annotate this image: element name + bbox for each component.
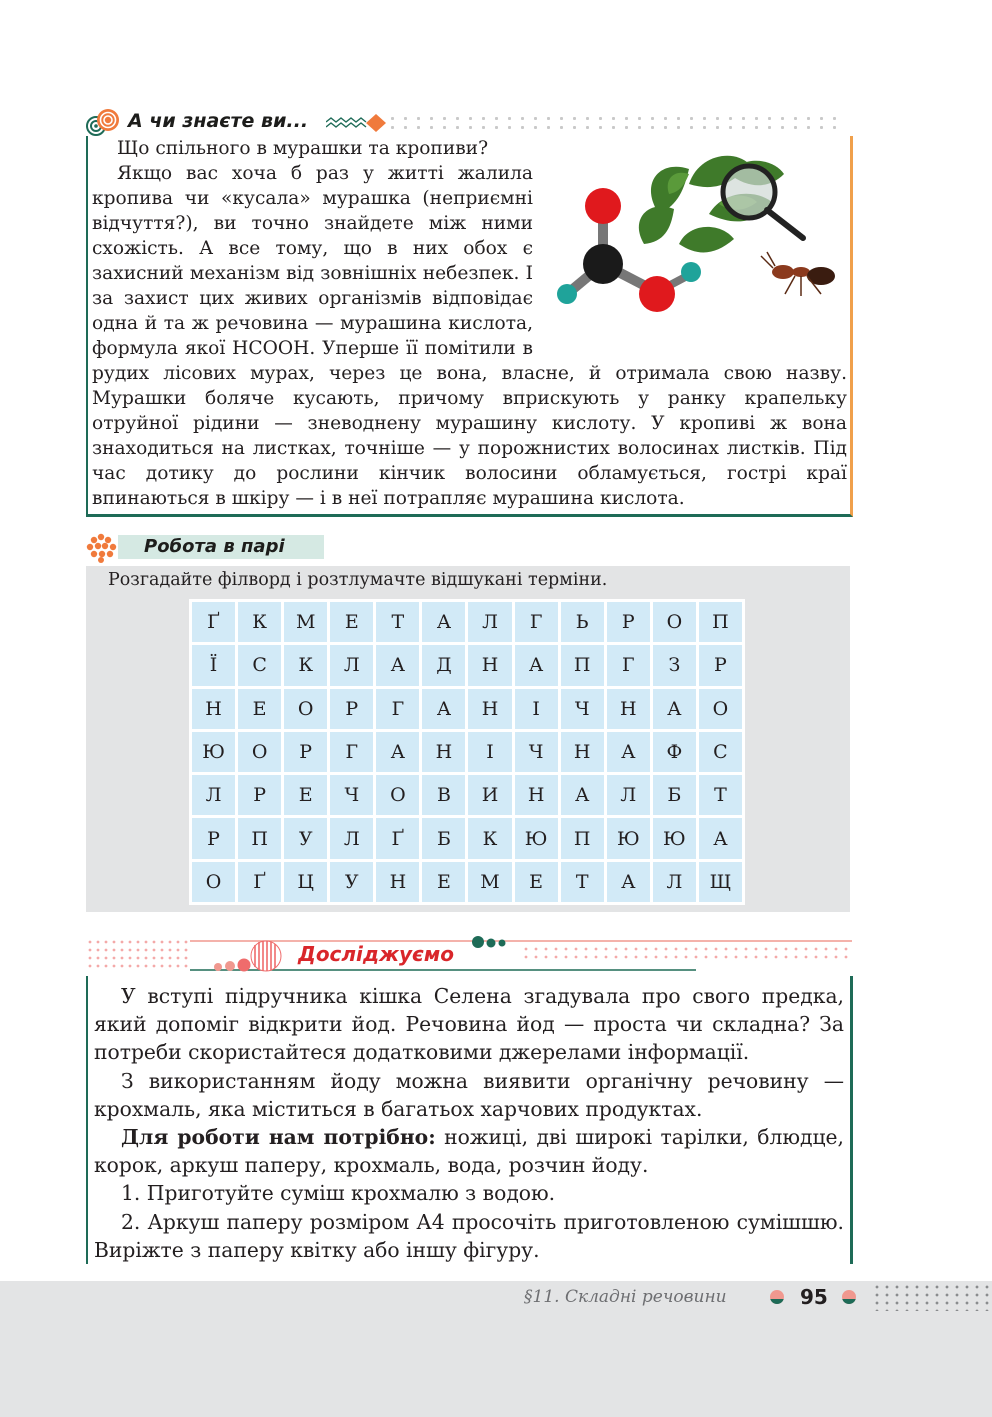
grid-cell: Ч <box>330 775 373 815</box>
grid-cell: Т <box>376 602 419 642</box>
grid-cell: Е <box>422 862 465 902</box>
fillword-grid <box>189 599 745 905</box>
grid-cell: А <box>699 818 742 858</box>
grid-cell: Ї <box>192 645 235 685</box>
grid-cell: О <box>284 689 327 729</box>
research-header-decoration <box>86 934 852 976</box>
grid-cell: Р <box>238 775 281 815</box>
grid-cell: Н <box>561 732 604 772</box>
grid-cell: А <box>376 732 419 772</box>
dotted-rule <box>386 114 846 132</box>
grid-cell: К <box>284 645 327 685</box>
grid-cell: А <box>422 689 465 729</box>
grid-cell: О <box>376 775 419 815</box>
grid-cell: Е <box>238 689 281 729</box>
grid-cell: У <box>330 862 373 902</box>
grid-cell: Н <box>468 689 511 729</box>
grid-cell: Л <box>607 775 650 815</box>
page-footer <box>0 1281 992 1417</box>
nettle-ant-molecule-image <box>549 144 847 344</box>
research-paragraph-3 <box>94 1123 844 1179</box>
grid-cell: І <box>515 689 558 729</box>
dots-cluster-icon <box>86 533 118 563</box>
grid-cell: І <box>468 732 511 772</box>
grid-cell: Л <box>192 775 235 815</box>
grid-cell: Т <box>699 775 742 815</box>
grid-cell: Р <box>699 645 742 685</box>
grid-cell: М <box>284 602 327 642</box>
grid-cell: К <box>468 818 511 858</box>
grid-cell: Н <box>422 732 465 772</box>
grid-cell: О <box>653 602 696 642</box>
grid-cell: Н <box>376 862 419 902</box>
did-you-know-text <box>92 136 847 511</box>
grid-cell: Г <box>607 645 650 685</box>
step-1: 1. Приготуйте суміш крохмалю з водою. <box>121 1181 556 1206</box>
zigzag-diamond-decoration <box>326 112 388 134</box>
research-title: Досліджуємо <box>298 942 454 966</box>
grid-cell: Л <box>330 645 373 685</box>
grid-cell: Ю <box>607 818 650 858</box>
grid-cell: И <box>468 775 511 815</box>
grid-cell: Р <box>330 689 373 729</box>
research-box <box>86 976 853 1264</box>
grid-cell: П <box>699 602 742 642</box>
grid-cell: Р <box>192 818 235 858</box>
grid-cell: Ь <box>561 602 604 642</box>
grid-cell: Ц <box>284 862 327 902</box>
research-header <box>86 934 852 976</box>
grid-cell: А <box>561 775 604 815</box>
research-paragraph-1: У вступі підручника кішка Селена згадувала про свого предка, який допоміг відкрити йод. Речовина йод — проста чи складна? За потреби скористайтеся додатковими джерелами інформації. <box>94 984 844 1065</box>
pair-work-panel <box>86 566 850 912</box>
page-number: 95 <box>800 1285 828 1309</box>
grid-cell: А <box>607 732 650 772</box>
grid-cell: Ф <box>653 732 696 772</box>
grid-cell: Е <box>515 862 558 902</box>
grid-cell: А <box>515 645 558 685</box>
grid-cell: Г <box>515 602 558 642</box>
grid-cell: Ґ <box>238 862 281 902</box>
footer-dot-pattern <box>872 1283 992 1311</box>
grid-cell: Ґ <box>376 818 419 858</box>
did-you-know-title: А чи знаєте ви... <box>128 110 309 132</box>
explanation-paragraph: Якщо вас хоча б раз у житті жалила кропива чи «кусала» мурашка (неприємні відчуття?), ви точно знайдете між ними схожість. А все тому, що в них обох є захисний механізм від зовнішніх небезпек. І за захист цих живих організмів відповідає одна й та ж речовина — мурашина кислота, формула якої HCOOH. Уперше її помітили в рудих лісових мурах, через це вона, власне, й отримала свою назву. Мурашки боляче кусають, причому вприскують у ранку крапельку отруйної рідини — зневоднену мурашину кислоту. У кропиві ж вона знаходиться на листках, точніше — у порожнистих волосинах листків. Під час дотику до рослини кінчик волосини обламується, гострі краї впинаються в шкіру — і в неї потрапляє мурашина кислота. <box>92 163 847 509</box>
grid-cell: Г <box>376 689 419 729</box>
grid-cell: Ч <box>515 732 558 772</box>
footer-dot-right <box>842 1290 856 1304</box>
grid-cell: Д <box>422 645 465 685</box>
grid-cell: Н <box>468 645 511 685</box>
footer-dot-left <box>770 1290 784 1304</box>
grid-cell: О <box>192 862 235 902</box>
did-you-know-box <box>86 136 853 517</box>
grid-cell: Л <box>330 818 373 858</box>
pair-work-title: Робота в парі <box>144 536 285 557</box>
grid-cell: Е <box>330 602 373 642</box>
grid-cell: Р <box>607 602 650 642</box>
grid-cell: Ю <box>192 732 235 772</box>
grid-cell: Ґ <box>192 602 235 642</box>
grid-cell: А <box>653 689 696 729</box>
section-title: §11. Складні речовини <box>524 1287 727 1307</box>
grid-cell: Р <box>284 732 327 772</box>
grid-cell: Н <box>192 689 235 729</box>
question-paragraph: Що спільного в мурашки та кропиви? <box>117 138 489 159</box>
grid-cell: Н <box>607 689 650 729</box>
grid-cell: Б <box>422 818 465 858</box>
research-text <box>94 982 844 1264</box>
pair-work-header <box>86 533 326 561</box>
research-paragraph-2: З використанням йоду можна виявити органічну речовину — крохмаль, яка міститься в багатьох харчових продуктах. <box>94 1068 844 1121</box>
grid-cell: А <box>376 645 419 685</box>
grid-cell: Щ <box>699 862 742 902</box>
grid-cell: А <box>422 602 465 642</box>
grid-cell: Ю <box>653 818 696 858</box>
grid-cell: О <box>699 689 742 729</box>
grid-cell: Л <box>468 602 511 642</box>
grid-cell: О <box>238 732 281 772</box>
grid-cell: Ю <box>515 818 558 858</box>
step-2: 2. Аркуш паперу розміром А4 просочіть приготовленою сумішшю. Виріжте з паперу квітку або іншу фігуру. <box>94 1209 844 1262</box>
grid-cell: Ч <box>561 689 604 729</box>
grid-cell: Т <box>561 862 604 902</box>
grid-cell: У <box>284 818 327 858</box>
grid-cell: А <box>607 862 650 902</box>
materials-list: ножиці, дві широкі тарілки, блюдце, корок, аркуш паперу, крохмаль, вода, розчин йоду. <box>94 1125 844 1178</box>
grid-cell: Н <box>515 775 558 815</box>
grid-cell: М <box>468 862 511 902</box>
grid-cell: С <box>238 645 281 685</box>
materials-label: Для роботи нам потрібно: <box>121 1125 436 1150</box>
pair-work-instruction: Розгадайте філворд і розтлумачте відшукані терміни. <box>108 570 608 590</box>
grid-cell: П <box>238 818 281 858</box>
spiral-icon <box>86 108 122 138</box>
grid-cell: Е <box>284 775 327 815</box>
did-you-know-header <box>86 108 852 136</box>
grid-cell: П <box>561 818 604 858</box>
grid-cell: Б <box>653 775 696 815</box>
grid-cell: С <box>699 732 742 772</box>
grid-cell: З <box>653 645 696 685</box>
grid-cell: В <box>422 775 465 815</box>
grid-cell: П <box>561 645 604 685</box>
grid-cell: К <box>238 602 281 642</box>
grid-cell: Г <box>330 732 373 772</box>
grid-cell: Л <box>653 862 696 902</box>
